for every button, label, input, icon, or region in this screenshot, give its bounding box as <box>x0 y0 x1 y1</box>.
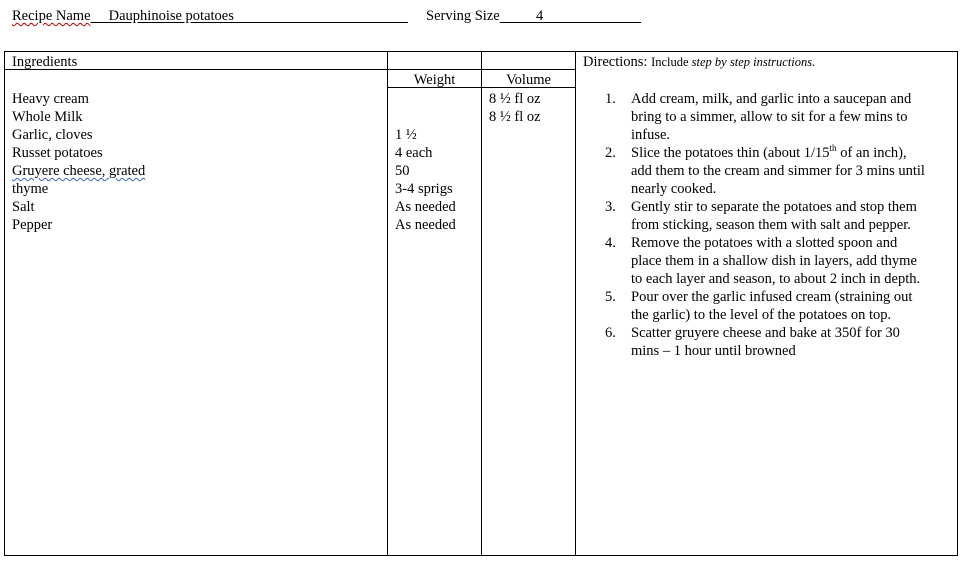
direction-step <box>605 288 957 324</box>
ingredients-header: Ingredients <box>12 54 78 70</box>
ingredient-name: Pepper <box>12 217 53 233</box>
ingredient-volumes <box>489 90 541 126</box>
ingredient-name: Russet potatoes <box>12 145 103 161</box>
direction-step-number: 4. <box>605 235 616 251</box>
direction-line: Scatter gruyere cheese and bake at 350f for 30 <box>631 325 900 341</box>
ingredient-names <box>12 90 145 234</box>
directions-header <box>583 53 815 71</box>
recipe-table <box>4 51 958 556</box>
direction-step-number: 1. <box>605 91 616 107</box>
direction-line: place them in a shallow dish in layers, add thyme <box>631 253 917 269</box>
ingredient-weight: As needed <box>395 199 456 215</box>
serving-size-gap <box>500 8 536 24</box>
direction-line: the garlic) to the level of the potatoes on top. <box>631 307 892 323</box>
ingredient-weight: 3-4 sprigs <box>395 181 453 197</box>
ingredient-name: Garlic, cloves <box>12 127 93 143</box>
serving-size-value: 4 <box>535 8 544 24</box>
direction-line: Slice the potatoes thin (about 1/15th of an inch), <box>631 143 907 161</box>
direction-step-text <box>631 324 957 360</box>
recipe-name-gap <box>91 8 109 24</box>
recipe-name-label: Recipe Name <box>12 8 91 24</box>
direction-line: Add cream, milk, and garlic into a saucepan and <box>631 91 912 107</box>
ingredient-weight: 1 ½ <box>395 127 417 143</box>
direction-step-text <box>631 288 957 324</box>
ingredient-name: Heavy cream <box>12 91 89 107</box>
volume-header: Volume <box>506 72 551 88</box>
divider-volume <box>575 52 576 555</box>
direction-line: bring to a simmer, allow to sit for a few mins to <box>631 109 908 125</box>
ingredient-volume: 8 ½ fl oz <box>489 91 541 107</box>
direction-step <box>605 324 957 360</box>
header-spacer <box>408 8 426 24</box>
directions-note-prefix: Include <box>651 55 689 69</box>
divider-weight <box>481 52 482 555</box>
direction-step <box>605 234 957 288</box>
direction-step-text <box>631 144 957 198</box>
weight-header: Weight <box>413 72 456 88</box>
serving-size-label: Serving Size <box>426 8 500 24</box>
recipe-header <box>12 7 641 25</box>
ingredient-weight <box>395 90 456 108</box>
direction-line: from sticking, season them with salt and pepper. <box>631 217 911 233</box>
ingredient-name: Gruyere cheese, grated <box>12 163 146 179</box>
direction-step-text <box>631 234 957 288</box>
serving-size-line <box>543 8 641 24</box>
ingredient-volume: 8 ½ fl oz <box>489 109 541 125</box>
direction-step-number: 3. <box>605 199 616 215</box>
recipe-name-value: Dauphinoise potatoes <box>108 8 234 24</box>
direction-line: Remove the potatoes with a slotted spoon and <box>631 235 898 251</box>
directions-title: Directions: <box>583 54 648 70</box>
direction-step-number: 5. <box>605 289 616 305</box>
ingredient-weights <box>395 90 456 234</box>
ingredient-weight <box>395 108 456 126</box>
direction-step <box>605 198 957 234</box>
direction-line: nearly cooked. <box>631 181 717 197</box>
directions-note-italic: step by step instructions. <box>691 55 816 69</box>
divider-ingredients <box>387 52 388 555</box>
directions-note <box>651 55 815 69</box>
ingredient-name: thyme <box>12 181 49 197</box>
direction-line: Pour over the garlic infused cream (straining out <box>631 289 913 305</box>
direction-line: Gently stir to separate the potatoes and stop them <box>631 199 917 215</box>
ingredient-weight: As needed <box>395 217 456 233</box>
directions-list <box>605 90 957 360</box>
direction-line: infuse. <box>631 127 671 143</box>
direction-step-number: 6. <box>605 325 616 341</box>
direction-step-number: 2. <box>605 145 616 161</box>
header-rule <box>5 69 575 70</box>
direction-step <box>605 144 957 198</box>
direction-step-text <box>631 198 957 234</box>
direction-line: add them to the cream and simmer for 3 mins until <box>631 163 925 179</box>
recipe-name-line <box>234 8 408 24</box>
ingredient-weight: 50 <box>395 163 410 179</box>
direction-step-text <box>631 90 957 144</box>
ingredient-weight: 4 each <box>395 145 433 161</box>
ingredient-name: Whole Milk <box>12 109 83 125</box>
ingredient-name: Salt <box>12 199 35 215</box>
direction-line: mins – 1 hour until browned <box>631 343 796 359</box>
direction-line: to each layer and season, to about 2 inch in depth. <box>631 271 921 287</box>
direction-step <box>605 90 957 144</box>
